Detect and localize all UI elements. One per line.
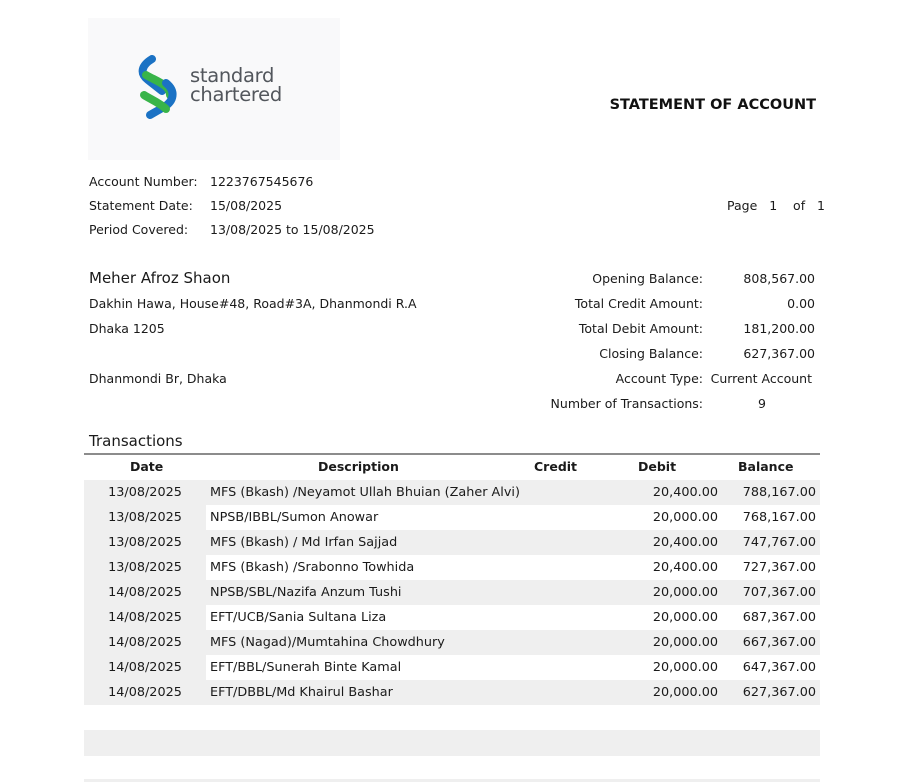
cell-debit: 20,000.00 — [652, 660, 718, 675]
cell-balance: 647,367.00 — [742, 660, 816, 675]
brand-wordmark-line2: chartered — [190, 83, 282, 106]
header-divider — [84, 453, 820, 455]
table-row — [84, 505, 820, 530]
cell-debit: 20,000.00 — [652, 610, 718, 625]
cell-debit: 20,000.00 — [622, 580, 718, 605]
cell-credit — [530, 580, 622, 605]
col-header-debit: Debit — [638, 459, 677, 474]
table-row — [84, 630, 820, 655]
cell-debit: 20,000.00 — [652, 510, 718, 525]
cell-credit — [530, 555, 622, 580]
cell-date: 13/08/2025 — [84, 480, 206, 505]
table-row — [84, 680, 820, 705]
document-title: STATEMENT OF ACCOUNT — [609, 97, 816, 113]
account-type-label: Account Type: — [615, 371, 703, 386]
cell-description: EFT/UCB/Sania Sultana Liza — [210, 610, 387, 625]
account-number-label: Account Number: — [89, 174, 198, 189]
empty-row-band — [84, 730, 820, 756]
table-row — [84, 655, 820, 680]
total-credit-value: 0.00 — [787, 296, 815, 311]
cell-debit: 20,000.00 — [622, 630, 718, 655]
closing-balance-value: 627,367.00 — [743, 346, 815, 361]
cell-date: 14/08/2025 — [84, 605, 206, 630]
cell-description: MFS (Nagad)/Mumtahina Chowdhury — [206, 630, 530, 655]
col-header-date: Date — [130, 459, 164, 474]
cell-balance: 747,767.00 — [718, 530, 820, 555]
table-row — [84, 580, 820, 605]
cell-debit: 20,000.00 — [622, 680, 718, 705]
cell-description: MFS (Bkash) /Neyamot Ullah Bhuian (Zaher Alvi) — [206, 480, 530, 505]
cell-debit: 20,400.00 — [622, 530, 718, 555]
customer-address-line1: Dakhin Hawa, House#48, Road#3A, Dhanmondi R.A — [89, 296, 417, 311]
page-label: Page — [727, 198, 758, 213]
page-of-label: of — [793, 198, 806, 213]
table-row — [84, 530, 820, 555]
brand-wordmark-line1: standard — [190, 64, 275, 87]
col-header-credit: Credit — [534, 459, 578, 474]
cell-balance: 788,167.00 — [718, 480, 820, 505]
cell-date: 14/08/2025 — [84, 655, 206, 680]
cell-credit — [530, 655, 622, 680]
transaction-count-label: Number of Transactions: — [550, 396, 703, 411]
cell-balance: 627,367.00 — [718, 680, 820, 705]
cell-date: 13/08/2025 — [84, 505, 206, 530]
cell-credit — [530, 480, 622, 505]
page-current: 1 — [769, 198, 778, 213]
total-debit-label: Total Debit Amount: — [578, 321, 703, 336]
customer-name: Meher Afroz Shaon — [89, 269, 231, 287]
cell-credit — [530, 680, 622, 705]
transactions-body — [84, 480, 820, 705]
cell-credit — [530, 530, 622, 555]
col-header-description: Description — [318, 459, 399, 474]
statement-date-value: 15/08/2025 — [210, 198, 283, 213]
cell-balance: 687,367.00 — [742, 610, 816, 625]
cell-description: EFT/DBBL/Md Khairul Bashar — [206, 680, 530, 705]
closing-balance-label: Closing Balance: — [599, 346, 703, 361]
cell-date: 14/08/2025 — [84, 630, 206, 655]
period-value: 13/08/2025 to 15/08/2025 — [210, 222, 375, 237]
opening-balance-value: 808,567.00 — [743, 271, 815, 286]
statement-date-label: Statement Date: — [89, 198, 193, 213]
transactions-table — [84, 480, 820, 705]
table-row — [84, 605, 820, 630]
standard-chartered-logo-icon — [136, 55, 180, 121]
cell-description: NPSB/SBL/Nazifa Anzum Tushi — [206, 580, 530, 605]
cell-date: 14/08/2025 — [84, 580, 206, 605]
transactions-title: Transactions — [89, 432, 183, 450]
customer-address-line2: Dhaka 1205 — [89, 321, 165, 336]
cell-balance: 727,367.00 — [742, 560, 816, 575]
cell-description: MFS (Bkash) /Srabonno Towhida — [210, 560, 415, 575]
cell-description: MFS (Bkash) / Md Irfan Sajjad — [206, 530, 530, 555]
total-debit-value: 181,200.00 — [743, 321, 815, 336]
cell-balance: 707,367.00 — [718, 580, 820, 605]
cell-date: 14/08/2025 — [84, 680, 206, 705]
table-row — [84, 480, 820, 505]
cell-credit — [530, 605, 622, 630]
col-header-balance: Balance — [738, 459, 794, 474]
cell-credit — [530, 630, 622, 655]
period-label: Period Covered: — [89, 222, 189, 237]
page-indicator — [727, 198, 825, 213]
transaction-count-value: 9 — [758, 396, 766, 411]
opening-balance-label: Opening Balance: — [592, 271, 703, 286]
cell-description: NPSB/IBBL/Sumon Anowar — [210, 510, 379, 525]
cell-debit: 20,400.00 — [652, 560, 718, 575]
page-total: 1 — [817, 198, 825, 213]
total-credit-label: Total Credit Amount: — [574, 296, 703, 311]
cell-balance: 667,367.00 — [718, 630, 820, 655]
table-row — [84, 555, 820, 580]
brand-wordmark — [190, 66, 282, 104]
cell-description: EFT/BBL/Sunerah Binte Kamal — [210, 660, 402, 675]
cell-date: 13/08/2025 — [84, 530, 206, 555]
cell-date: 13/08/2025 — [84, 555, 206, 580]
cell-balance: 768,167.00 — [742, 510, 816, 525]
cell-debit: 20,400.00 — [622, 480, 718, 505]
account-number-value: 1223767545676 — [210, 174, 314, 189]
branch-name: Dhanmondi Br, Dhaka — [89, 371, 227, 386]
cell-credit — [530, 505, 622, 530]
account-type-value: Current Account — [710, 371, 812, 386]
